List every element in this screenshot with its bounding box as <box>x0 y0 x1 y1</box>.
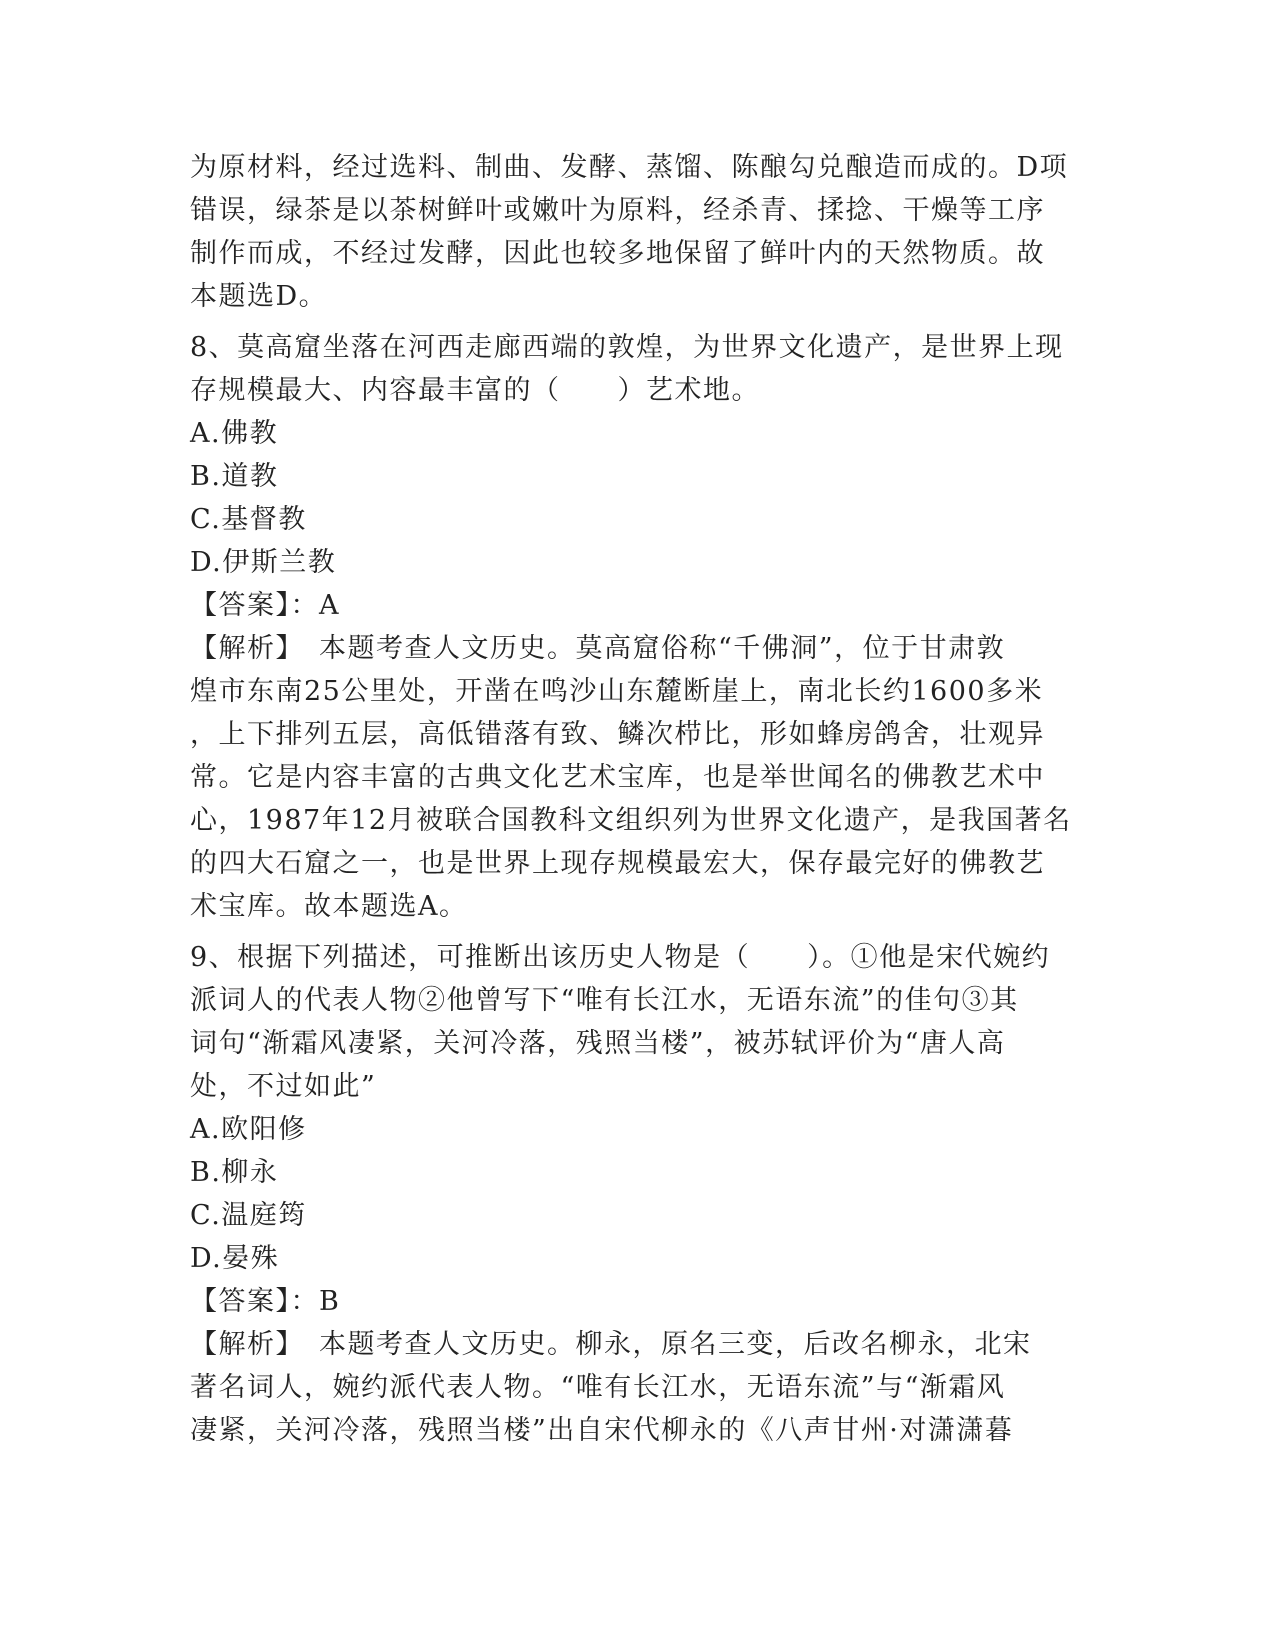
option-a: A.佛教 <box>190 418 279 449</box>
option-b: B.道教 <box>190 461 279 492</box>
document-page <box>190 146 1080 1452</box>
question-8 <box>190 326 1080 928</box>
question-stem-line: 处，不过如此” <box>190 1071 377 1102</box>
option-d: D.伊斯兰教 <box>190 547 337 578</box>
analysis-line: 煌市东南25公里处，开凿在鸣沙山东麓断崖上，南北长约1600多米 <box>190 676 1044 707</box>
question-stem-line: 存规模最大、内容最丰富的（ ）艺术地。 <box>190 375 760 406</box>
option-b: B.柳永 <box>190 1157 279 1188</box>
answer-line: 【答案】：B <box>190 1286 341 1317</box>
analysis-line: 常。它是内容丰富的古典文化艺术宝库，也是举世闻名的佛教艺术中 <box>190 762 1045 793</box>
text-line: 制作而成，不经过发酵，因此也较多地保留了鲜叶内的天然物质。故 <box>190 238 1045 269</box>
option-d: D.晏殊 <box>190 1243 280 1274</box>
analysis-line: ，上下排列五层，高低错落有致、鳞次栉比，形如蜂房鸽舍，壮观异 <box>190 719 1045 750</box>
analysis-line: 心，1987年12月被联合国教科文组织列为世界文化遗产，是我国著名 <box>190 805 1072 836</box>
analysis-line: 【解析】 本题考查人文历史。柳永，原名三变，后改名柳永，北宋 <box>190 1329 1032 1360</box>
analysis-line: 的四大石窟之一，也是世界上现存规模最宏大，保存最完好的佛教艺 <box>190 848 1045 879</box>
option-c: C.基督教 <box>190 504 307 535</box>
text-line: 本题选D。 <box>190 281 328 312</box>
answer-line: 【答案】：A <box>190 590 340 621</box>
question-stem-line: 9、根据下列描述，可推断出该历史人物是（ ）。①他是宋代婉约 <box>190 942 1051 973</box>
paragraph-continuation <box>190 146 1080 318</box>
question-stem-line: 8、莫高窟坐落在河西走廊西端的敦煌，为世界文化遗产，是世界上现 <box>190 332 1064 363</box>
option-a: A.欧阳修 <box>190 1114 307 1145</box>
analysis-line: 【解析】 本题考查人文历史。莫高窟俗称“千佛洞”，位于甘肃敦 <box>190 633 1006 664</box>
analysis-line: 术宝库。故本题选A。 <box>190 891 468 922</box>
question-9 <box>190 936 1080 1452</box>
text-line: 错误，绿茶是以茶树鲜叶或嫩叶为原料，经杀青、揉捻、干燥等工序 <box>190 195 1045 226</box>
question-stem-line: 词句“渐霜风凄紧，关河冷落，残照当楼”，被苏轼评价为“唐人高 <box>190 1028 1006 1059</box>
text-line: 为原材料，经过选料、制曲、发酵、蒸馏、陈酿勾兑酿造而成的。D项 <box>190 152 1069 183</box>
option-c: C.温庭筠 <box>190 1200 307 1231</box>
analysis-line: 凄紧，关河冷落，残照当楼”出自宋代柳永的《八声甘州·对潇潇暮 <box>190 1415 1014 1446</box>
analysis-line: 著名词人，婉约派代表人物。“唯有长江水，无语东流”与“渐霜风 <box>190 1372 1006 1403</box>
question-stem-line: 派词人的代表人物②他曾写下“唯有长江水，无语东流”的佳句③其 <box>190 985 1019 1016</box>
